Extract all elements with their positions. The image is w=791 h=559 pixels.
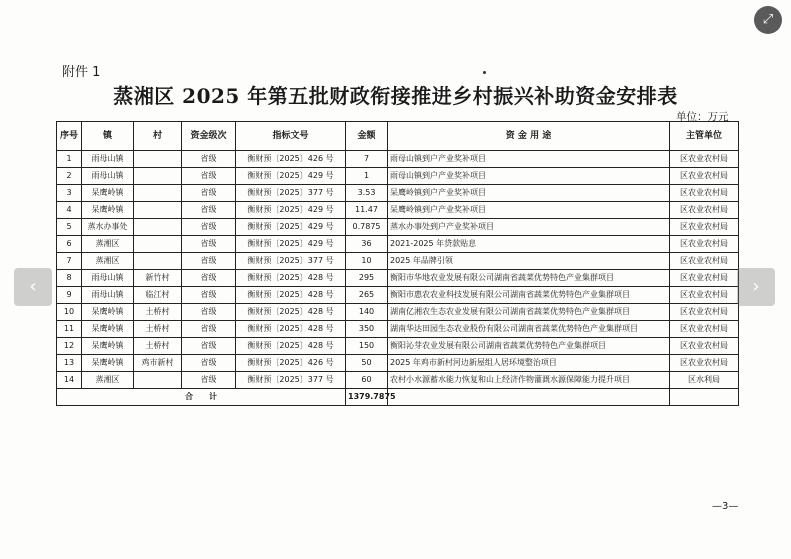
cell-amount: 36: [346, 236, 388, 253]
cell-amount: 265: [346, 287, 388, 304]
cell-town: 雨母山镇: [82, 168, 134, 185]
cell-village: [134, 185, 182, 202]
cell-fund-level: 省级: [182, 219, 236, 236]
cell-village: [134, 219, 182, 236]
chevron-left-icon: ‹: [29, 276, 37, 297]
cell-seq: 14: [57, 372, 82, 389]
cell-purpose: 蒸水办事处到户产业奖补项目: [388, 219, 670, 236]
cell-village: 土桥村: [134, 304, 182, 321]
cell-purpose: 呆鹰岭镇到户产业奖补项目: [388, 185, 670, 202]
cell-purpose: 雨母山镇到户产业奖补项目: [388, 168, 670, 185]
total-empty-purpose: [388, 389, 670, 406]
cell-fund-level: 省级: [182, 355, 236, 372]
cell-purpose: 2025 年鸡市新村河边新屋组人居环境整治项目: [388, 355, 670, 372]
cell-fund-level: 省级: [182, 287, 236, 304]
attachment-label: 附件 1: [62, 65, 101, 80]
cell-purpose: 2021-2025 年贷款贴息: [388, 236, 670, 253]
cell-seq: 2: [57, 168, 82, 185]
cell-town: 呆鹰岭镇: [82, 338, 134, 355]
next-page-button[interactable]: [737, 268, 775, 306]
fund-allocation-table: [56, 121, 739, 406]
header-doc-number: 指标文号: [236, 122, 346, 151]
cell-seq: 1: [57, 151, 82, 168]
cell-department: 区农业农村局: [670, 168, 739, 185]
stray-mark: [483, 71, 486, 74]
table-row: [57, 168, 739, 185]
cell-town: 呆鹰岭镇: [82, 304, 134, 321]
cell-doc-number: 衡财预〔2025〕428 号: [236, 270, 346, 287]
expand-icon: ⤢: [762, 12, 774, 27]
cell-doc-number: 衡财预〔2025〕426 号: [236, 355, 346, 372]
cell-doc-number: 衡财预〔2025〕428 号: [236, 321, 346, 338]
cell-seq: 9: [57, 287, 82, 304]
table-row: [57, 338, 739, 355]
cell-department: 区农业农村局: [670, 270, 739, 287]
cell-fund-level: 省级: [182, 185, 236, 202]
cell-town: 蒸湘区: [82, 253, 134, 270]
cell-fund-level: 省级: [182, 304, 236, 321]
previous-page-button[interactable]: [14, 268, 52, 306]
table-row: [57, 219, 739, 236]
cell-doc-number: 衡财预〔2025〕377 号: [236, 372, 346, 389]
cell-department: 区农业农村局: [670, 202, 739, 219]
cell-purpose: 衡阳沁芽农业发展有限公司湖南省蔬菜优势特色产业集群项目: [388, 338, 670, 355]
cell-seq: 4: [57, 202, 82, 219]
cell-fund-level: 省级: [182, 321, 236, 338]
cell-doc-number: 衡财预〔2025〕429 号: [236, 202, 346, 219]
cell-town: 蒸湘区: [82, 372, 134, 389]
cell-village: [134, 372, 182, 389]
header-town: 镇: [82, 122, 134, 151]
cell-amount: 295: [346, 270, 388, 287]
table-row: [57, 287, 739, 304]
cell-town: 呆鹰岭镇: [82, 321, 134, 338]
cell-fund-level: 省级: [182, 202, 236, 219]
document-title: 蒸湘区 2025 年第五批财政衔接推进乡村振兴补助资金安排表: [113, 84, 678, 108]
cell-seq: 12: [57, 338, 82, 355]
cell-town: 呆鹰岭镇: [82, 355, 134, 372]
cell-village: 土桥村: [134, 338, 182, 355]
total-value: 1379.7875: [346, 389, 388, 406]
cell-village: 临江村: [134, 287, 182, 304]
cell-town: 呆鹰岭镇: [82, 185, 134, 202]
cell-department: 区农业农村局: [670, 219, 739, 236]
total-label: 合 计: [57, 389, 346, 406]
cell-purpose: 农村小水源蓄水能力恢复和山上经济作物灌溉水源保障能力提升项目: [388, 372, 670, 389]
header-amount: 金额: [346, 122, 388, 151]
table-row: [57, 270, 739, 287]
table-total-row: [57, 389, 739, 406]
cell-doc-number: 衡财预〔2025〕377 号: [236, 185, 346, 202]
cell-town: 呆鹰岭镇: [82, 202, 134, 219]
cell-purpose: 衡阳市惠农农业科技发展有限公司湖南省蔬菜优势特色产业集群项目: [388, 287, 670, 304]
cell-seq: 13: [57, 355, 82, 372]
cell-amount: 1: [346, 168, 388, 185]
table-row: [57, 321, 739, 338]
table-row: [57, 185, 739, 202]
cell-amount: 3.53: [346, 185, 388, 202]
table-row: [57, 304, 739, 321]
cell-fund-level: 省级: [182, 236, 236, 253]
cell-department: 区农业农村局: [670, 185, 739, 202]
cell-purpose: 湖南华达田园生态农业股份有限公司湖南省蔬菜优势特色产业集群项目: [388, 321, 670, 338]
cell-doc-number: 衡财预〔2025〕429 号: [236, 168, 346, 185]
cell-fund-level: 省级: [182, 270, 236, 287]
table-row: [57, 202, 739, 219]
cell-amount: 350: [346, 321, 388, 338]
page-number: —3—: [712, 501, 739, 512]
cell-fund-level: 省级: [182, 168, 236, 185]
header-seq: 序号: [57, 122, 82, 151]
cell-town: 蒸水办事处: [82, 219, 134, 236]
table-header-row: [57, 122, 739, 151]
cell-department: 区农业农村局: [670, 253, 739, 270]
cell-seq: 11: [57, 321, 82, 338]
cell-seq: 8: [57, 270, 82, 287]
cell-seq: 3: [57, 185, 82, 202]
cell-village: [134, 253, 182, 270]
cell-village: [134, 202, 182, 219]
cell-department: 区农业农村局: [670, 151, 739, 168]
cell-doc-number: 衡财预〔2025〕426 号: [236, 151, 346, 168]
cell-doc-number: 衡财预〔2025〕428 号: [236, 338, 346, 355]
cell-department: 区农业农村局: [670, 338, 739, 355]
cell-amount: 50: [346, 355, 388, 372]
header-village: 村: [134, 122, 182, 151]
cell-fund-level: 省级: [182, 338, 236, 355]
cell-doc-number: 衡财预〔2025〕429 号: [236, 219, 346, 236]
cell-fund-level: 省级: [182, 372, 236, 389]
cell-amount: 11.47: [346, 202, 388, 219]
cell-seq: 5: [57, 219, 82, 236]
table-row: [57, 151, 739, 168]
cell-village: 鸡市新村: [134, 355, 182, 372]
cell-department: 区水利局: [670, 372, 739, 389]
cell-village: [134, 151, 182, 168]
cell-amount: 150: [346, 338, 388, 355]
cell-village: 新竹村: [134, 270, 182, 287]
table-row: [57, 236, 739, 253]
header-fund-level: 资金级次: [182, 122, 236, 151]
cell-town: 雨母山镇: [82, 151, 134, 168]
cell-purpose: 湖南亿湘农生态农业发展有限公司湖南省蔬菜优势特色产业集群项目: [388, 304, 670, 321]
cell-seq: 6: [57, 236, 82, 253]
cell-department: 区农业农村局: [670, 321, 739, 338]
cell-department: 区农业农村局: [670, 304, 739, 321]
cell-doc-number: 衡财预〔2025〕377 号: [236, 253, 346, 270]
cell-village: [134, 168, 182, 185]
cell-doc-number: 衡财预〔2025〕428 号: [236, 304, 346, 321]
fullscreen-button[interactable]: [754, 6, 782, 34]
chevron-right-icon: ›: [752, 276, 760, 297]
cell-purpose: 2025 年品牌引领: [388, 253, 670, 270]
cell-town: 蒸湘区: [82, 236, 134, 253]
cell-amount: 10: [346, 253, 388, 270]
cell-department: 区农业农村局: [670, 236, 739, 253]
cell-department: 区农业农村局: [670, 355, 739, 372]
header-purpose: 资 金 用 途: [388, 122, 670, 151]
cell-purpose: 呆鹰岭镇到户产业奖补项目: [388, 202, 670, 219]
cell-amount: 0.7875: [346, 219, 388, 236]
cell-town: 雨母山镇: [82, 287, 134, 304]
header-department: 主管单位: [670, 122, 739, 151]
table-row: [57, 253, 739, 270]
unit-label: 单位：万元: [676, 111, 729, 123]
table-row: [57, 355, 739, 372]
cell-doc-number: 衡财预〔2025〕429 号: [236, 236, 346, 253]
cell-purpose: 雨母山镇到户产业奖补项目: [388, 151, 670, 168]
total-empty-dept: [670, 389, 739, 406]
cell-village: [134, 236, 182, 253]
cell-fund-level: 省级: [182, 253, 236, 270]
cell-amount: 140: [346, 304, 388, 321]
cell-seq: 7: [57, 253, 82, 270]
table-row: [57, 372, 739, 389]
cell-doc-number: 衡财预〔2025〕428 号: [236, 287, 346, 304]
cell-amount: 7: [346, 151, 388, 168]
cell-town: 雨母山镇: [82, 270, 134, 287]
cell-seq: 10: [57, 304, 82, 321]
cell-amount: 60: [346, 372, 388, 389]
cell-fund-level: 省级: [182, 151, 236, 168]
cell-purpose: 衡阳市华地农业发展有限公司湖南省蔬菜优势特色产业集群项目: [388, 270, 670, 287]
cell-village: 土桥村: [134, 321, 182, 338]
cell-department: 区农业农村局: [670, 287, 739, 304]
